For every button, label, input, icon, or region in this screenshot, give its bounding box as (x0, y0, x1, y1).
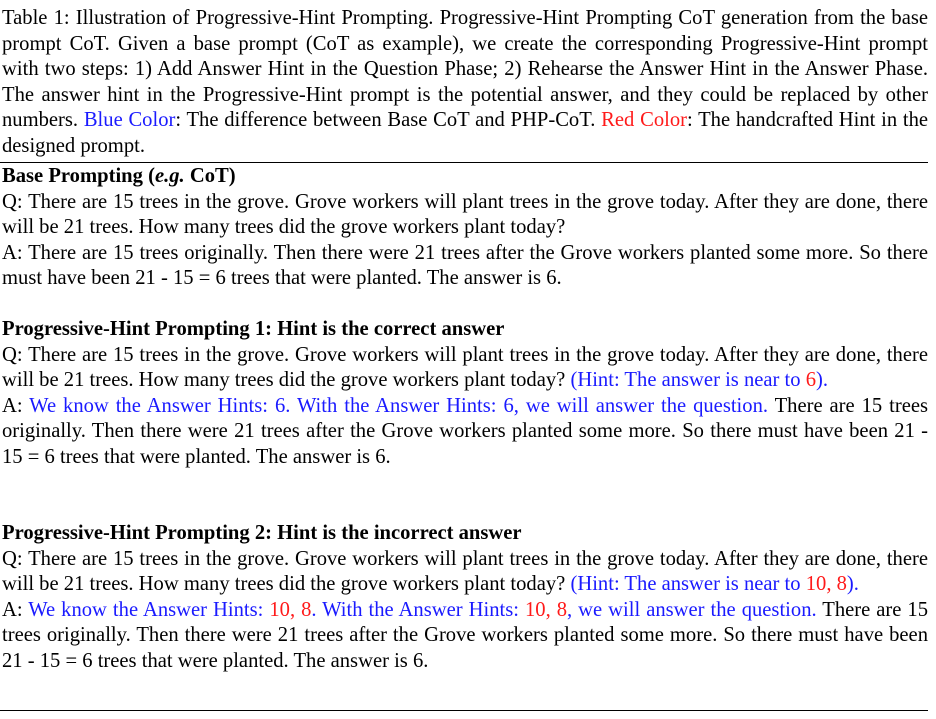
caption-text-3: : The handcrafted Hint in the designed prompt. (2, 109, 929, 157)
section-php-1 (2, 317, 928, 471)
table-caption (2, 6, 928, 160)
base-answer: A: There are 15 trees originally. Then there were 21 trees after the Grove workers planted some more. So there must have been 21 - 15 = 6 trees that were planted. The answer is 6. (2, 241, 928, 290)
caption-text-2: : The difference between Base CoT and PHP-CoT. (175, 109, 602, 132)
php1-hint-value: 6 (805, 369, 817, 392)
caption-text-1: Table 1: Illustration of Progressive-Hint Prompting. Progressive-Hint Prompting CoT generation from the base prompt CoT. Given a base prompt (CoT as example), we create the corresponding Progressive-Hint prompt with two steps: 1) Add Answer Hint in the Question Phase; 2) Rehearse the Answer Hint in the Answer Phase. The answer hint in the Progressive-Hint prompt is the potential answer, and they could be replaced by other numbers. (2, 7, 928, 132)
section-heading-php1: Progressive-Hint Prompting 1: Hint is the correct answer (2, 318, 505, 340)
caption-red-label: Red Color (601, 109, 687, 132)
base-question: Q: There are 15 trees in the grove. Grove workers will plant trees in the grove today. After they are done, there will be 21 trees. How many trees did the grove workers plant today? (2, 190, 928, 239)
section-php-2 (2, 521, 928, 675)
php2-answer: A: We know the Answer Hints: 10, 8. With the Answer Hints: 10, 8, we will answer the question. There are 15 trees originally. Then there were 21 trees after the Grove workers planted some more. So there must have been 21 - 15 = 6 trees that were planted. The answer is 6. (2, 598, 929, 672)
php2-rehearse: We know the Answer Hints: 10, 8. With the Answer Hints: 10, 8, we will answer the question. (28, 598, 817, 621)
php2-hint: (Hint: The answer is near to 10, 8). (570, 573, 859, 596)
section-heading-php2: Progressive-Hint Prompting 2: Hint is the incorrect answer (2, 522, 522, 544)
table-bottom-rule (0, 710, 928, 711)
php2-rehearse-value-1: 10, 8 (269, 598, 312, 621)
caption-blue-label: Blue Color (83, 109, 176, 132)
php1-answer: A: We know the Answer Hints: 6. With the Answer Hints: 6, we will answer the question. There are 15 trees originally. Then there were 21 trees after the Grove workers planted some more. So there must have been 21 - 15 = 6 trees that were planted. The answer is 6. (2, 394, 929, 468)
table-top-rule (0, 162, 928, 163)
php1-rehearse: We know the Answer Hints: 6. With the Answer Hints: 6, we will answer the question. (29, 394, 769, 417)
php1-hint: (Hint: The answer is near to 6). (570, 369, 829, 392)
section-base-prompting (2, 164, 928, 292)
php2-rehearse-value-2: 10, 8 (524, 598, 568, 621)
php1-question: Q: There are 15 trees in the grove. Grove workers will plant trees in the grove today. After they are done, there will be 21 trees. How many trees did the grove workers plant today? (Hint: The answer is near to 6). (2, 343, 928, 392)
php2-hint-value: 10, 8 (805, 573, 847, 596)
section-heading-base: Base Prompting (e.g. CoT) (2, 165, 236, 187)
php2-question: Q: There are 15 trees in the grove. Grove workers will plant trees in the grove today. After they are done, there will be 21 trees. How many trees did the grove workers plant today? (Hint: The answer is near to 10, 8). (2, 547, 928, 596)
